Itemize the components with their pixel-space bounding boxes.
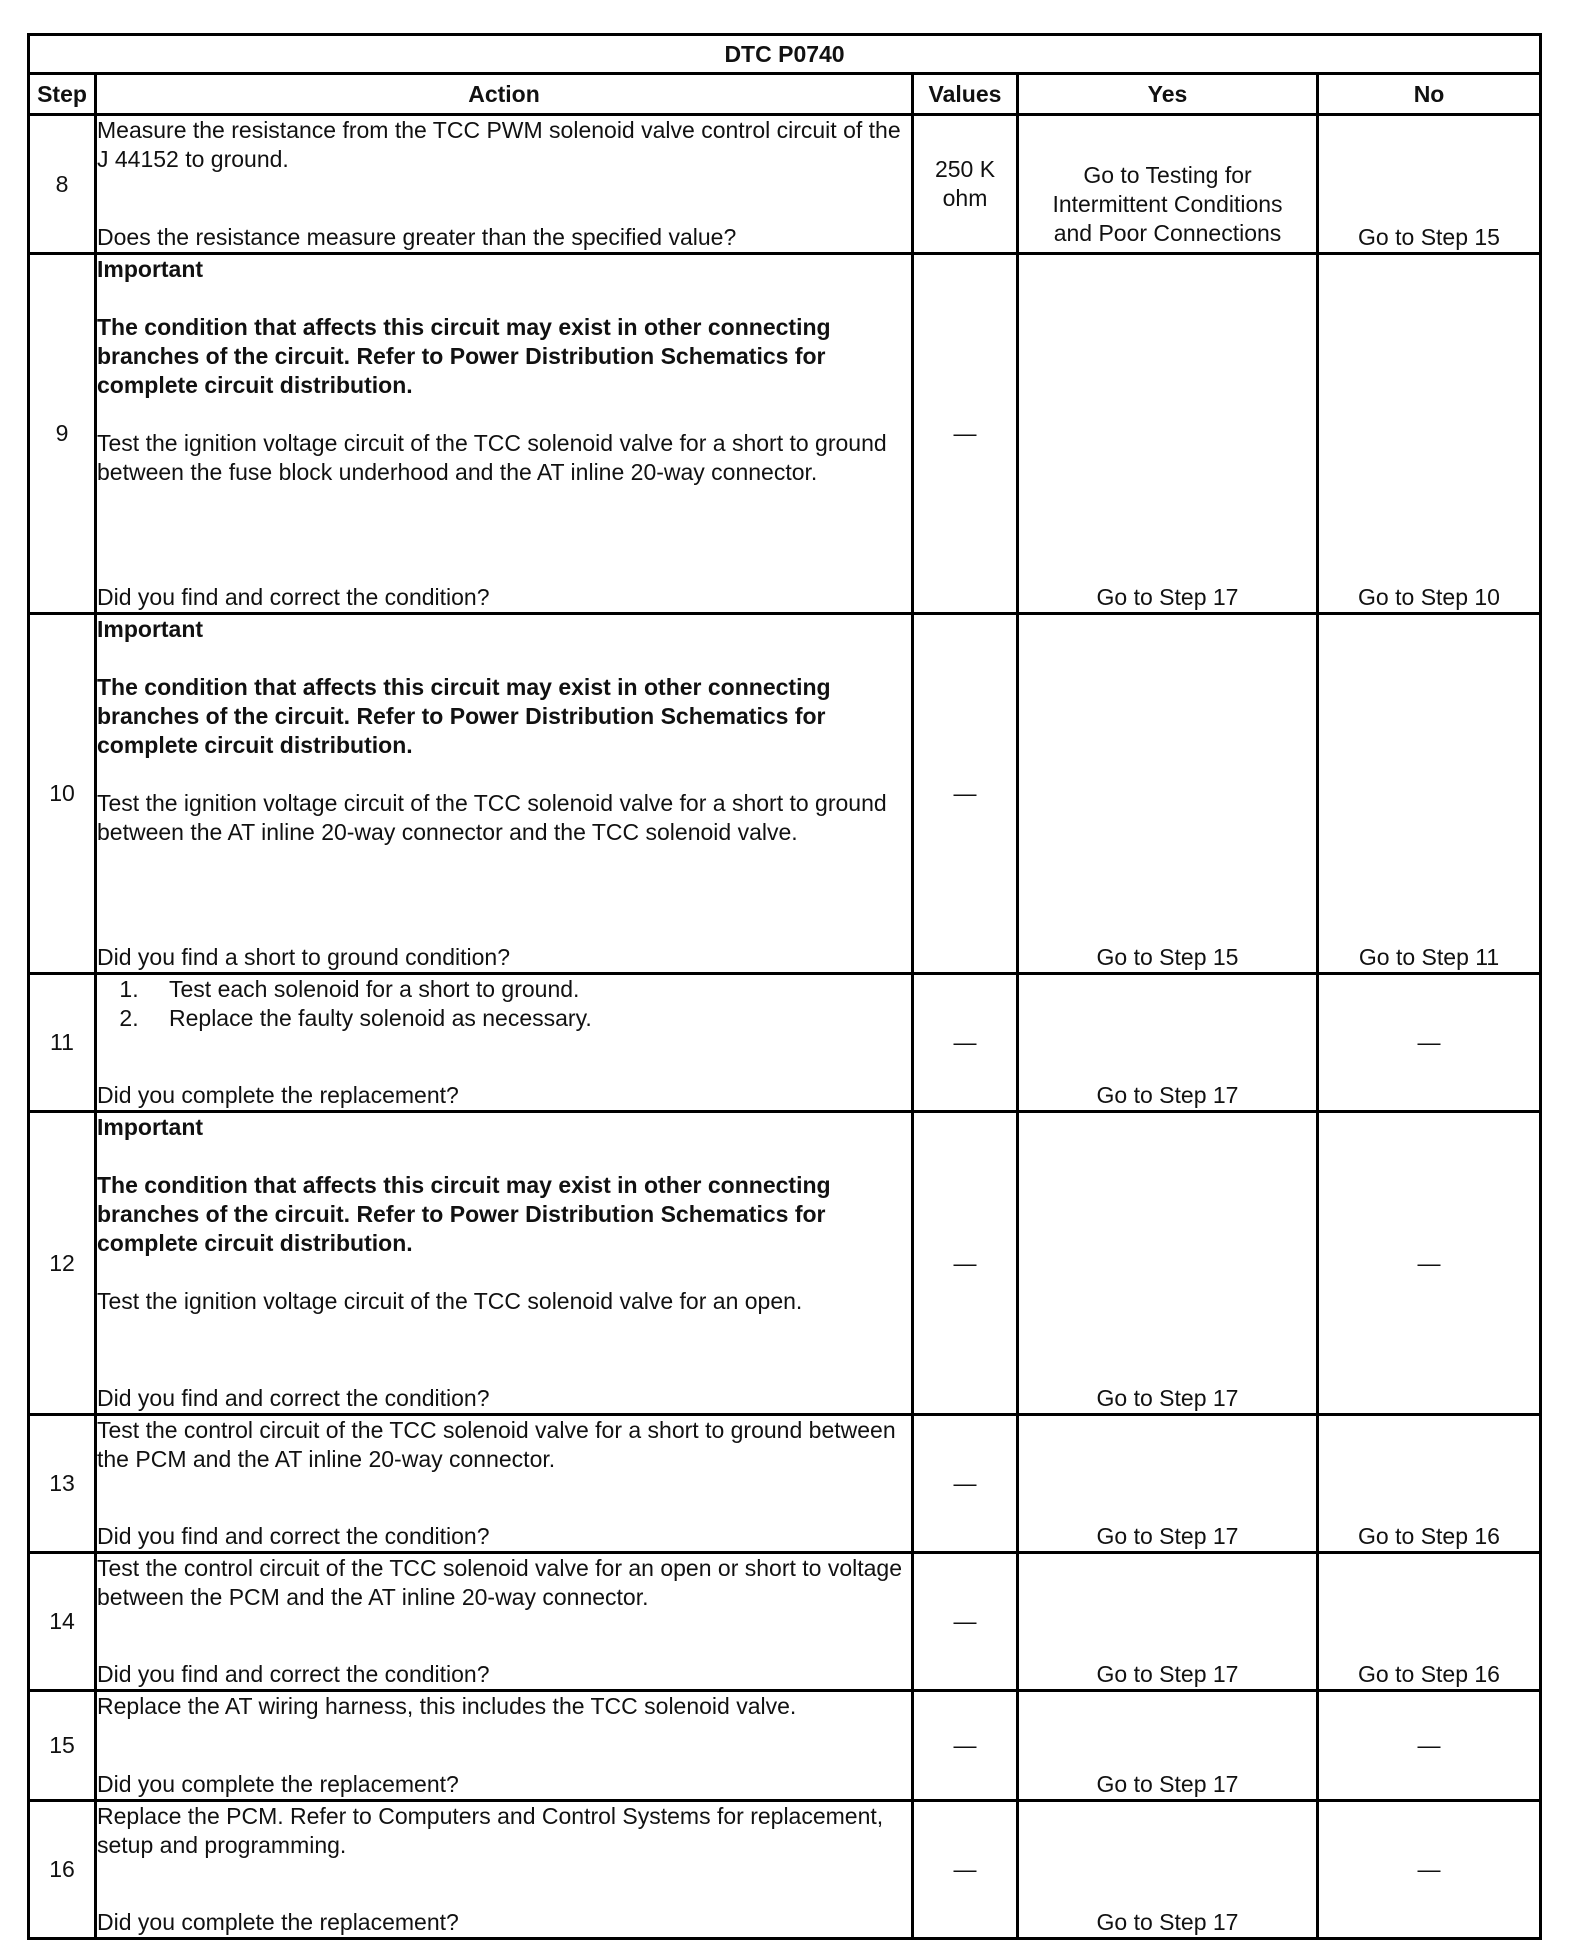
step-number: 12 bbox=[29, 1112, 96, 1415]
no-cell: — bbox=[1318, 1691, 1541, 1801]
action-question: Does the resistance measure greater than the specified value? bbox=[97, 224, 737, 250]
action-text: Replace the AT wiring harness, this includes the TCC solenoid valve. bbox=[97, 1693, 797, 1719]
table-row bbox=[29, 614, 1541, 974]
action-text: Measure the resistance from the TCC PWM solenoid valve control circuit of the J 44152 to ground. bbox=[97, 117, 901, 172]
yes-cell: Go to Step 17 bbox=[1018, 1112, 1318, 1415]
action-text: Test the ignition voltage circuit of the TCC solenoid valve for an open. bbox=[97, 1288, 803, 1314]
action-text: Test the control circuit of the TCC solenoid valve for an open or short to voltage between the PCM and the AT inline 20-way connector. bbox=[97, 1555, 902, 1610]
yes-cell: Go to Step 17 bbox=[1018, 254, 1318, 614]
list-item: 2. Replace the faulty solenoid as necessary. bbox=[145, 1004, 911, 1033]
action-cell bbox=[96, 974, 913, 1112]
action-cell bbox=[96, 1801, 913, 1939]
table-row bbox=[29, 1112, 1541, 1415]
table-title: DTC P0740 bbox=[29, 35, 1541, 74]
no-cell: — bbox=[1318, 1801, 1541, 1939]
header-no: No bbox=[1318, 74, 1541, 115]
action-cell bbox=[96, 1112, 913, 1415]
values-cell: — bbox=[913, 1801, 1018, 1939]
yes-cell: Go to Step 17 bbox=[1018, 1553, 1318, 1691]
yes-cell: Go to Step 17 bbox=[1018, 1691, 1318, 1801]
important-label: Important bbox=[97, 616, 204, 642]
action-cell bbox=[96, 115, 913, 254]
action-cell bbox=[96, 614, 913, 974]
step-number: 8 bbox=[29, 115, 96, 254]
action-question: Did you complete the replacement? bbox=[97, 1909, 459, 1935]
action-question: Did you find a short to ground condition? bbox=[97, 944, 510, 970]
step-number: 15 bbox=[29, 1691, 96, 1801]
no-cell: — bbox=[1318, 974, 1541, 1112]
values-cell: — bbox=[913, 1691, 1018, 1801]
action-cell bbox=[96, 1553, 913, 1691]
values-cell: — bbox=[913, 1112, 1018, 1415]
values-cell: — bbox=[913, 254, 1018, 614]
step-number: 14 bbox=[29, 1553, 96, 1691]
step-number: 10 bbox=[29, 614, 96, 974]
list-item: 1. Test each solenoid for a short to ground. bbox=[145, 975, 911, 1004]
values-cell: — bbox=[913, 1415, 1018, 1553]
action-text: Test the control circuit of the TCC solenoid valve for a short to ground between the PCM and the AT inline 20-way connector. bbox=[97, 1417, 896, 1472]
action-cell bbox=[96, 1691, 913, 1801]
action-text: Test the ignition voltage circuit of the TCC solenoid valve for a short to ground between the AT inline 20-way connector and the TCC solenoid valve. bbox=[97, 790, 887, 845]
action-question: Did you complete the replacement? bbox=[97, 1082, 459, 1108]
yes-cell: Go to Testing for Intermittent Conditions and Poor Connections bbox=[1018, 115, 1318, 254]
step-number: 13 bbox=[29, 1415, 96, 1553]
no-cell: Go to Step 16 bbox=[1318, 1415, 1541, 1553]
action-cell bbox=[96, 254, 913, 614]
table-row bbox=[29, 254, 1541, 614]
action-question: Did you find and correct the condition? bbox=[97, 584, 490, 610]
action-cell bbox=[96, 1415, 913, 1553]
yes-cell: Go to Step 17 bbox=[1018, 1801, 1318, 1939]
action-question: Did you complete the replacement? bbox=[97, 1771, 459, 1797]
header-step: Step bbox=[29, 74, 96, 115]
values-cell: 250 K ohm bbox=[913, 115, 1018, 254]
header-action: Action bbox=[96, 74, 913, 115]
important-note: The condition that affects this circuit may exist in other connecting branches of the circuit. Refer to Power Distribution Schematics for complete circuit distribution. bbox=[97, 674, 831, 758]
dtc-table bbox=[27, 33, 1542, 1940]
no-cell: Go to Step 16 bbox=[1318, 1553, 1541, 1691]
no-cell: Go to Step 15 bbox=[1318, 115, 1541, 254]
table-row bbox=[29, 115, 1541, 254]
values-cell: — bbox=[913, 1553, 1018, 1691]
yes-cell: Go to Step 17 bbox=[1018, 974, 1318, 1112]
yes-cell: Go to Step 15 bbox=[1018, 614, 1318, 974]
step-number: 16 bbox=[29, 1801, 96, 1939]
table-row bbox=[29, 1415, 1541, 1553]
no-cell: Go to Step 11 bbox=[1318, 614, 1541, 974]
no-cell: — bbox=[1318, 1112, 1541, 1415]
important-note: The condition that affects this circuit may exist in other connecting branches of the circuit. Refer to Power Distribution Schematics for complete circuit distribution. bbox=[97, 314, 831, 398]
action-text: Replace the PCM. Refer to Computers and Control Systems for replacement, setup and programming. bbox=[97, 1803, 884, 1858]
table-row bbox=[29, 1691, 1541, 1801]
header-values: Values bbox=[913, 74, 1018, 115]
action-question: Did you find and correct the condition? bbox=[97, 1385, 490, 1411]
table-row bbox=[29, 1801, 1541, 1939]
step-number: 11 bbox=[29, 974, 96, 1112]
important-note: The condition that affects this circuit may exist in other connecting branches of the circuit. Refer to Power Distribution Schematics for complete circuit distribution. bbox=[97, 1172, 831, 1256]
important-label: Important bbox=[97, 1114, 204, 1140]
important-label: Important bbox=[97, 256, 204, 282]
action-question: Did you find and correct the condition? bbox=[97, 1661, 490, 1687]
action-text: Test the ignition voltage circuit of the TCC solenoid valve for a short to ground between the fuse block underhood and the AT inline 20-way connector. bbox=[97, 430, 887, 485]
values-cell: — bbox=[913, 974, 1018, 1112]
yes-cell: Go to Step 17 bbox=[1018, 1415, 1318, 1553]
action-list bbox=[97, 975, 911, 1033]
table-row bbox=[29, 974, 1541, 1112]
action-question: Did you find and correct the condition? bbox=[97, 1523, 490, 1549]
header-yes: Yes bbox=[1018, 74, 1318, 115]
no-cell: Go to Step 10 bbox=[1318, 254, 1541, 614]
values-cell: — bbox=[913, 614, 1018, 974]
step-number: 9 bbox=[29, 254, 96, 614]
table-row bbox=[29, 1553, 1541, 1691]
